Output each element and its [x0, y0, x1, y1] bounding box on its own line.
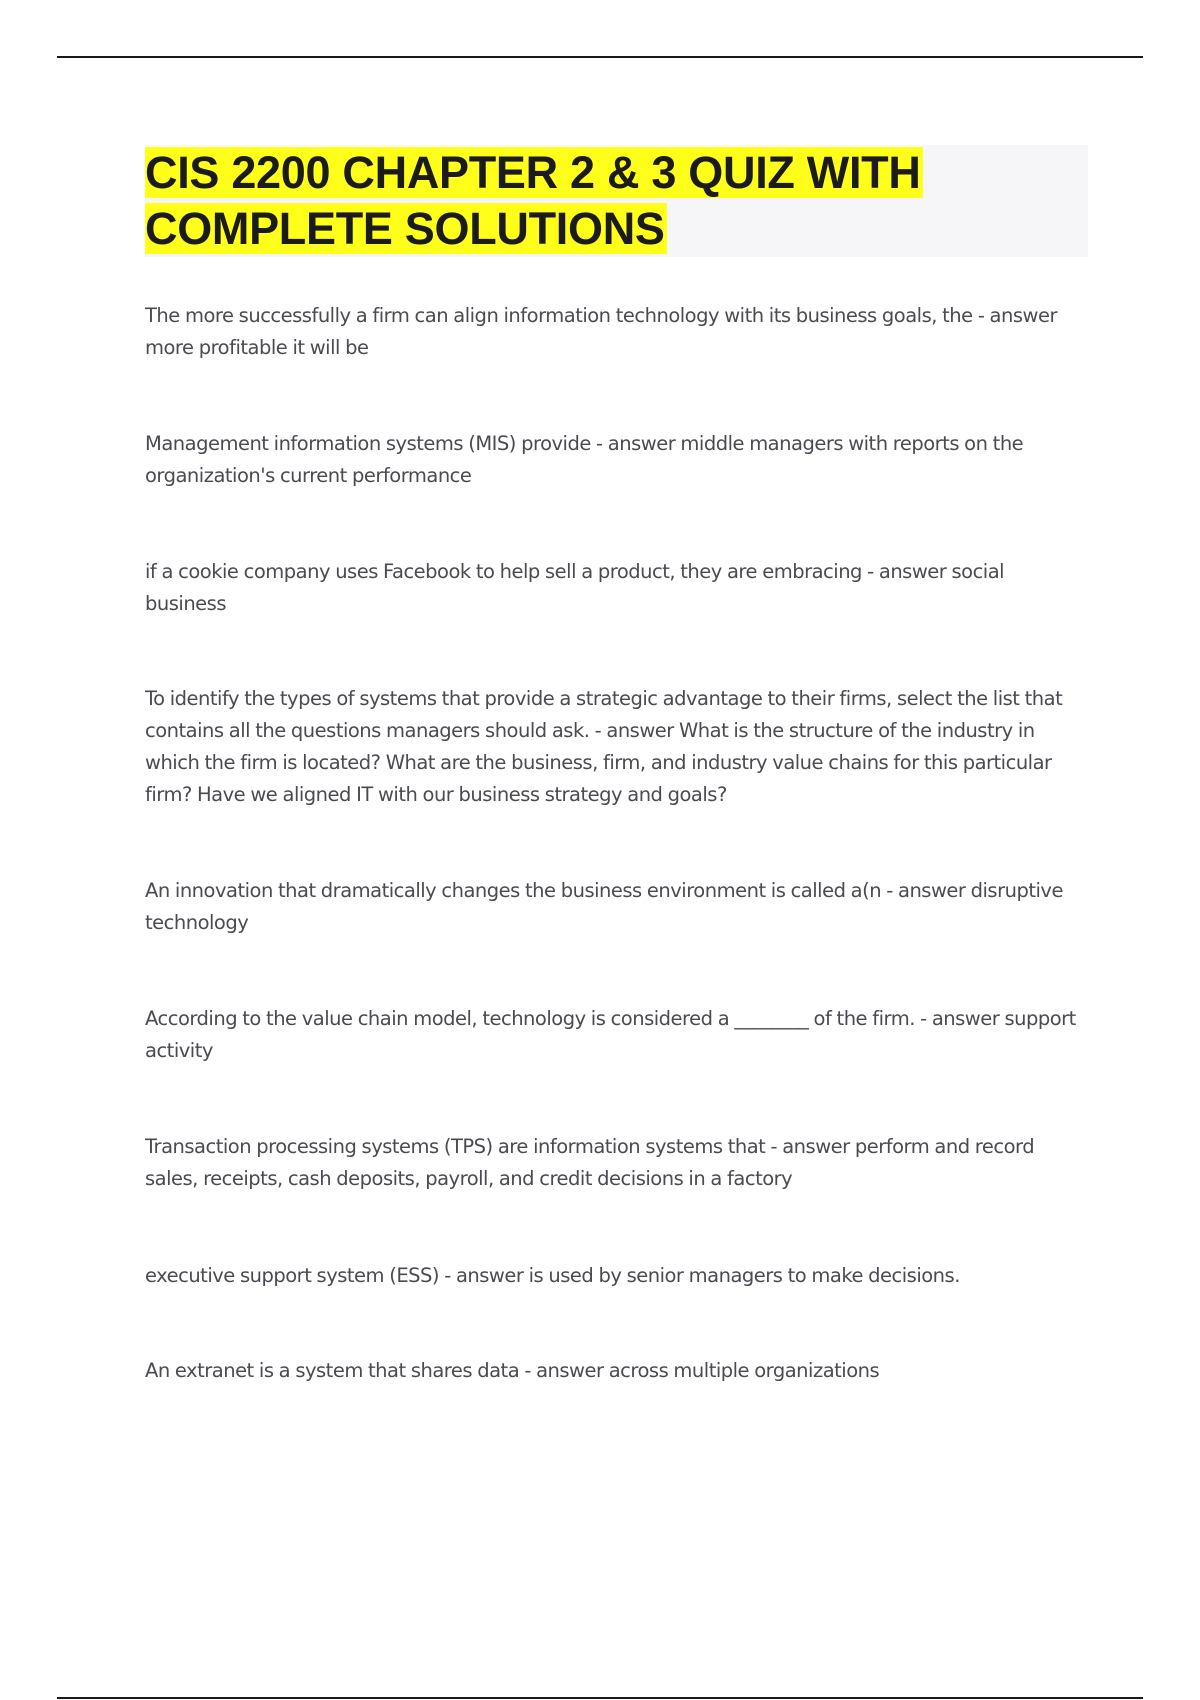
qa-item-5: An innovation that dramatically changes the business environment is called a(n - answer disruptive technology: [145, 879, 1063, 934]
qa-item-2: Management information systems (MIS) provide - answer middle managers with reports on the organization's current performance: [145, 432, 1024, 487]
qa-item-6: According to the value chain model, technology is considered a ________ of the firm. - answer support activity: [145, 1007, 1076, 1062]
title-block: [145, 145, 1088, 257]
bottom-rule: [57, 1697, 1143, 1699]
top-rule: [57, 56, 1143, 58]
qa-item-1: The more successfully a firm can align information technology with its business goals, the - answer more profitable it will be: [145, 304, 1057, 359]
qa-item-3: if a cookie company uses Facebook to help sell a product, they are embracing - answer social business: [145, 560, 1005, 615]
qa-item-9: An extranet is a system that shares data - answer across multiple organizations: [145, 1359, 880, 1382]
qa-item-8: executive support system (ESS) - answer is used by senior managers to make decisions.: [145, 1264, 960, 1287]
qa-item-7: Transaction processing systems (TPS) are information systems that - answer perform and record sales, receipts, cash deposits, payroll, and credit decisions in a factory: [145, 1135, 1035, 1190]
title-highlight: CIS 2200 CHAPTER 2 & 3 QUIZ WITH COMPLETE SOLUTIONS: [145, 147, 921, 254]
document-title: [145, 145, 1088, 257]
qa-item-4: To identify the types of systems that provide a strategic advantage to their firms, select the list that contains all the questions managers should ask. - answer What is the structure of the industry in which the firm is located? What are the business, firm, and industry value chains for this particular firm? Have we aligned IT with our business strategy and goals?: [145, 687, 1063, 806]
